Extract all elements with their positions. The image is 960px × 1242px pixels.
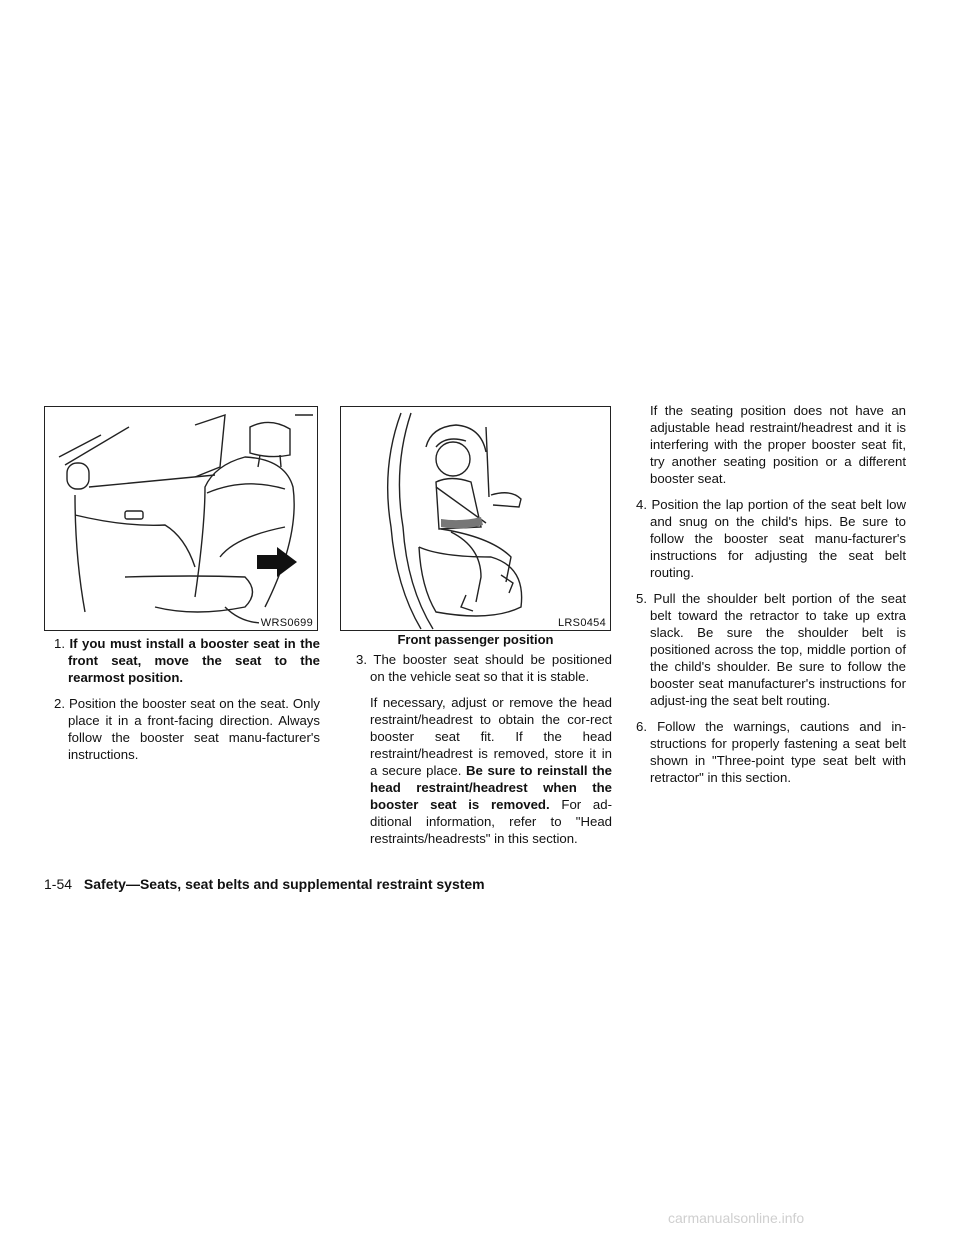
page-footer (44, 876, 485, 892)
paragraph-bold: Be sure to reinstall the head restraint/headrest when the booster seat is removed. (370, 763, 612, 812)
list-item (636, 718, 906, 786)
column-left (54, 635, 320, 772)
item-text-bold: If you must install a booster seat in the front seat, move the seat to the rearmost position. (68, 636, 320, 685)
item-text: Position the lap portion of the seat belt low and snug on the child's hips. Be sure to follow the booster seat manu-facturer's instructions for adjusting the seat belt routing. (650, 497, 906, 580)
figure-code: WRS0699 (260, 617, 313, 629)
paragraph-text: If necessary, adjust or remove the head restraint/headrest to obtain the cor-rect booster seat fit. If the head restraint/headrest is removed, store it in a secure place. (370, 695, 612, 778)
page-number: 1-54 (44, 876, 73, 892)
list-item (636, 496, 906, 581)
item-number: 3. (356, 652, 367, 667)
watermark: carmanualsonline.info (668, 1210, 805, 1226)
list-item (54, 695, 320, 763)
figure-seat-illustration (44, 406, 318, 631)
paragraph-text: If the seating position does not have an adjustable head restraint/headrest and it is interfering with the proper booster seat fit, try another seating position or a different booster seat. (650, 403, 906, 486)
arrow-right-icon (257, 547, 297, 577)
item-number: 1. (54, 636, 65, 651)
item-text: Follow the warnings, cautions and in-structions for properly fastening a seat belt shown in "Three-point type seat belt with retractor" in this section. (650, 719, 906, 785)
item-number: 4. (636, 497, 647, 512)
figure-booster-illustration (340, 406, 611, 631)
item-text: Pull the shoulder belt portion of the seat belt toward the retractor to take up extra slack. Be sure the shoulder belt is positioned across the top, middle portion of the child's shoulder. Be sure to follow the booster seat manufacturer's instructions for adjust-ing the seat belt routing. (650, 591, 906, 708)
item-text: Position the booster seat on the seat. Only place it in a front-facing direction. Always follow the booster seat manu-facturer's instructions. (68, 696, 320, 762)
section-title: Safety—Seats, seat belts and supplemental restraint system (83, 876, 485, 892)
item-number: 2. (54, 696, 65, 711)
list-item (54, 635, 320, 686)
paragraph-tail: For ad-ditional information, refer to "Head restraints/headrests" in this section. (370, 797, 612, 846)
item-number: 6. (636, 719, 647, 734)
list-item (356, 651, 612, 685)
list-item (636, 590, 906, 709)
figure-code: LRS0454 (558, 617, 606, 629)
seat-illustration (45, 407, 317, 630)
item-number: 5. (636, 591, 647, 606)
paragraph (356, 694, 612, 847)
item-text: The booster seat should be positioned on the vehicle seat so that it is stable. (370, 652, 612, 684)
figure-caption: Front passenger position (397, 632, 554, 647)
column-right (636, 402, 906, 795)
column-middle (356, 651, 612, 856)
booster-seat-illustration (341, 407, 610, 630)
paragraph (636, 402, 906, 487)
